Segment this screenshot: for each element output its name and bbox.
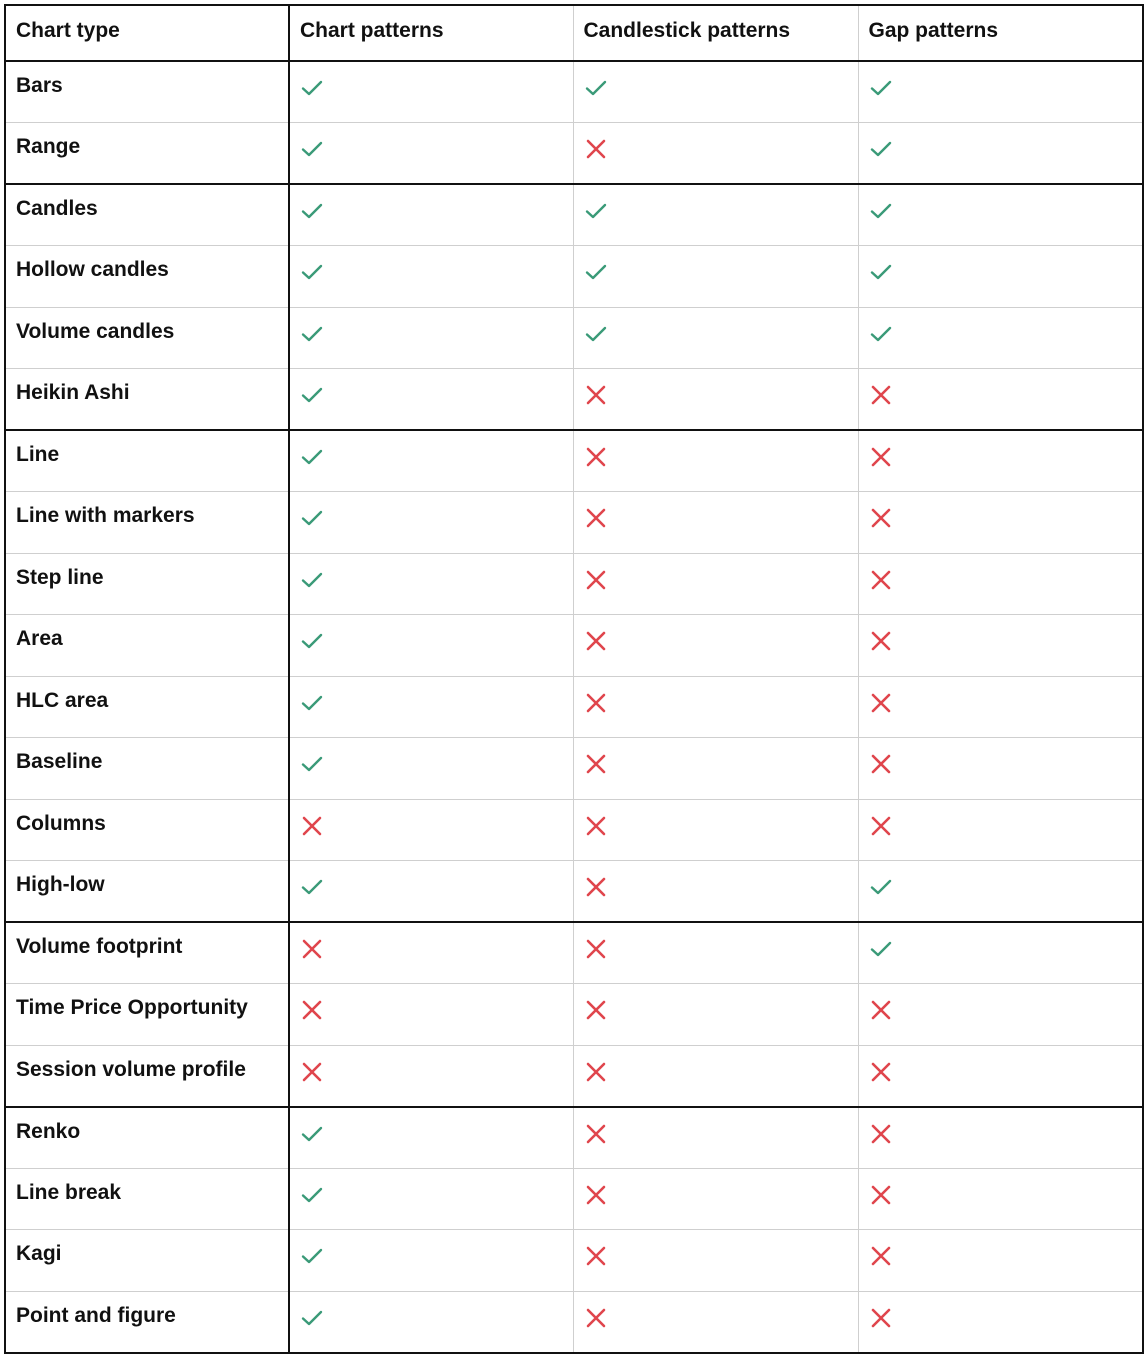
- check-icon: [869, 322, 893, 346]
- cell-candlestick-patterns: [573, 184, 858, 246]
- table-row: [5, 553, 1143, 615]
- cell-chart-patterns: [289, 492, 573, 554]
- cell-candlestick-patterns: [573, 492, 858, 554]
- cell-candlestick-patterns: [573, 1107, 858, 1169]
- chart-type-name: Renko: [5, 1107, 289, 1169]
- check-icon: [869, 199, 893, 223]
- cell-gap-patterns: [858, 615, 1143, 677]
- cell-candlestick-patterns: [573, 615, 858, 677]
- table-row: [5, 184, 1143, 246]
- table-row: [5, 61, 1143, 123]
- cell-candlestick-patterns: [573, 553, 858, 615]
- cross-icon: [869, 1183, 893, 1207]
- header-row: [5, 5, 1143, 61]
- table-row: [5, 1107, 1143, 1169]
- cross-icon: [300, 814, 324, 838]
- chart-type-name: Line: [5, 430, 289, 492]
- chart-type-name: Candles: [5, 184, 289, 246]
- check-icon: [300, 1122, 324, 1146]
- cell-chart-patterns: [289, 553, 573, 615]
- chart-type-name: Baseline: [5, 738, 289, 800]
- chart-type-name: Kagi: [5, 1230, 289, 1292]
- chart-type-name: Step line: [5, 553, 289, 615]
- cell-gap-patterns: [858, 676, 1143, 738]
- table-row: [5, 369, 1143, 431]
- chart-type-name: Point and figure: [5, 1291, 289, 1353]
- cross-icon: [584, 752, 608, 776]
- cross-icon: [584, 1306, 608, 1330]
- cell-chart-patterns: [289, 307, 573, 369]
- check-icon: [300, 568, 324, 592]
- cross-icon: [584, 506, 608, 530]
- cell-gap-patterns: [858, 430, 1143, 492]
- chart-type-name: Bars: [5, 61, 289, 123]
- check-icon: [869, 137, 893, 161]
- cross-icon: [869, 1244, 893, 1268]
- cross-icon: [869, 568, 893, 592]
- cell-gap-patterns: [858, 922, 1143, 984]
- cell-candlestick-patterns: [573, 1168, 858, 1230]
- cell-gap-patterns: [858, 799, 1143, 861]
- cell-gap-patterns: [858, 738, 1143, 800]
- cell-gap-patterns: [858, 307, 1143, 369]
- cell-candlestick-patterns: [573, 61, 858, 123]
- cell-chart-patterns: [289, 1045, 573, 1107]
- check-icon: [584, 199, 608, 223]
- cell-gap-patterns: [858, 1168, 1143, 1230]
- cell-gap-patterns: [858, 1230, 1143, 1292]
- cross-icon: [584, 629, 608, 653]
- cell-chart-patterns: [289, 369, 573, 431]
- table-row: [5, 123, 1143, 185]
- table-row: [5, 307, 1143, 369]
- cell-chart-patterns: [289, 615, 573, 677]
- cell-chart-patterns: [289, 1168, 573, 1230]
- cell-candlestick-patterns: [573, 123, 858, 185]
- header-candlestick-patterns: Candlestick patterns: [573, 5, 858, 61]
- cell-gap-patterns: [858, 61, 1143, 123]
- cell-gap-patterns: [858, 246, 1143, 308]
- cell-chart-patterns: [289, 246, 573, 308]
- cross-icon: [584, 383, 608, 407]
- cross-icon: [300, 937, 324, 961]
- cell-candlestick-patterns: [573, 799, 858, 861]
- check-icon: [300, 260, 324, 284]
- cross-icon: [584, 445, 608, 469]
- check-icon: [300, 506, 324, 530]
- cell-chart-patterns: [289, 738, 573, 800]
- cross-icon: [584, 937, 608, 961]
- check-icon: [869, 260, 893, 284]
- check-icon: [300, 1306, 324, 1330]
- check-icon: [300, 322, 324, 346]
- header-chart-patterns: Chart patterns: [289, 5, 573, 61]
- chart-type-name: High-low: [5, 861, 289, 923]
- cross-icon: [869, 814, 893, 838]
- cell-chart-patterns: [289, 1230, 573, 1292]
- check-icon: [300, 76, 324, 100]
- cell-chart-patterns: [289, 676, 573, 738]
- check-icon: [300, 199, 324, 223]
- cell-chart-patterns: [289, 430, 573, 492]
- cross-icon: [300, 1060, 324, 1084]
- cross-icon: [584, 998, 608, 1022]
- chart-type-name: Heikin Ashi: [5, 369, 289, 431]
- cell-candlestick-patterns: [573, 1291, 858, 1353]
- cell-gap-patterns: [858, 1291, 1143, 1353]
- cross-icon: [584, 137, 608, 161]
- table-row: [5, 676, 1143, 738]
- cell-gap-patterns: [858, 492, 1143, 554]
- cross-icon: [584, 568, 608, 592]
- check-icon: [300, 629, 324, 653]
- cell-candlestick-patterns: [573, 984, 858, 1046]
- cell-chart-patterns: [289, 1107, 573, 1169]
- table-row: [5, 246, 1143, 308]
- cross-icon: [584, 1122, 608, 1146]
- cell-chart-patterns: [289, 799, 573, 861]
- header-gap-patterns: Gap patterns: [858, 5, 1143, 61]
- check-icon: [869, 875, 893, 899]
- cross-icon: [869, 445, 893, 469]
- cross-icon: [300, 998, 324, 1022]
- cross-icon: [584, 1244, 608, 1268]
- cross-icon: [869, 691, 893, 715]
- check-icon: [300, 1244, 324, 1268]
- cell-gap-patterns: [858, 553, 1143, 615]
- cell-candlestick-patterns: [573, 430, 858, 492]
- check-icon: [300, 875, 324, 899]
- chart-type-name: Hollow candles: [5, 246, 289, 308]
- chart-type-name: Area: [5, 615, 289, 677]
- chart-type-name: Volume footprint: [5, 922, 289, 984]
- table-row: [5, 1230, 1143, 1292]
- check-icon: [300, 445, 324, 469]
- table-row: [5, 430, 1143, 492]
- cell-candlestick-patterns: [573, 246, 858, 308]
- chart-type-name: Session volume profile: [5, 1045, 289, 1107]
- cell-chart-patterns: [289, 61, 573, 123]
- chart-type-pattern-table: [4, 4, 1144, 1354]
- chart-type-name: Range: [5, 123, 289, 185]
- cross-icon: [869, 752, 893, 776]
- cell-gap-patterns: [858, 369, 1143, 431]
- cross-icon: [584, 691, 608, 715]
- cell-chart-patterns: [289, 922, 573, 984]
- cell-candlestick-patterns: [573, 1045, 858, 1107]
- cell-chart-patterns: [289, 984, 573, 1046]
- chart-type-name: Volume candles: [5, 307, 289, 369]
- cell-gap-patterns: [858, 1045, 1143, 1107]
- check-icon: [300, 691, 324, 715]
- table-row: [5, 1291, 1143, 1353]
- table-row: [5, 615, 1143, 677]
- check-icon: [584, 322, 608, 346]
- check-icon: [584, 260, 608, 284]
- cell-candlestick-patterns: [573, 369, 858, 431]
- table-row: [5, 1045, 1143, 1107]
- table-row: [5, 1168, 1143, 1230]
- cell-gap-patterns: [858, 1107, 1143, 1169]
- cell-chart-patterns: [289, 1291, 573, 1353]
- cross-icon: [869, 629, 893, 653]
- cross-icon: [869, 506, 893, 530]
- cell-candlestick-patterns: [573, 861, 858, 923]
- check-icon: [300, 1183, 324, 1207]
- cell-chart-patterns: [289, 861, 573, 923]
- cell-chart-patterns: [289, 184, 573, 246]
- cross-icon: [584, 1183, 608, 1207]
- table-row: [5, 738, 1143, 800]
- cross-icon: [869, 1122, 893, 1146]
- cross-icon: [869, 1306, 893, 1330]
- chart-type-name: Line break: [5, 1168, 289, 1230]
- cell-gap-patterns: [858, 861, 1143, 923]
- cell-candlestick-patterns: [573, 307, 858, 369]
- table-row: [5, 861, 1143, 923]
- cell-candlestick-patterns: [573, 1230, 858, 1292]
- table-row: [5, 922, 1143, 984]
- chart-type-name: Line with markers: [5, 492, 289, 554]
- cell-candlestick-patterns: [573, 738, 858, 800]
- check-icon: [300, 752, 324, 776]
- header-chart-type: Chart type: [5, 5, 289, 61]
- cell-gap-patterns: [858, 184, 1143, 246]
- table-body: [5, 61, 1143, 1353]
- check-icon: [300, 137, 324, 161]
- cross-icon: [869, 998, 893, 1022]
- cell-gap-patterns: [858, 123, 1143, 185]
- chart-type-name: Time Price Opportunity: [5, 984, 289, 1046]
- cell-chart-patterns: [289, 123, 573, 185]
- check-icon: [869, 937, 893, 961]
- cross-icon: [584, 1060, 608, 1084]
- cross-icon: [584, 875, 608, 899]
- cross-icon: [584, 814, 608, 838]
- check-icon: [869, 76, 893, 100]
- cross-icon: [869, 383, 893, 407]
- cell-gap-patterns: [858, 984, 1143, 1046]
- check-icon: [584, 76, 608, 100]
- cross-icon: [869, 1060, 893, 1084]
- chart-type-name: HLC area: [5, 676, 289, 738]
- cell-candlestick-patterns: [573, 676, 858, 738]
- table-row: [5, 492, 1143, 554]
- table-row: [5, 984, 1143, 1046]
- cell-candlestick-patterns: [573, 922, 858, 984]
- check-icon: [300, 383, 324, 407]
- table-row: [5, 799, 1143, 861]
- chart-type-name: Columns: [5, 799, 289, 861]
